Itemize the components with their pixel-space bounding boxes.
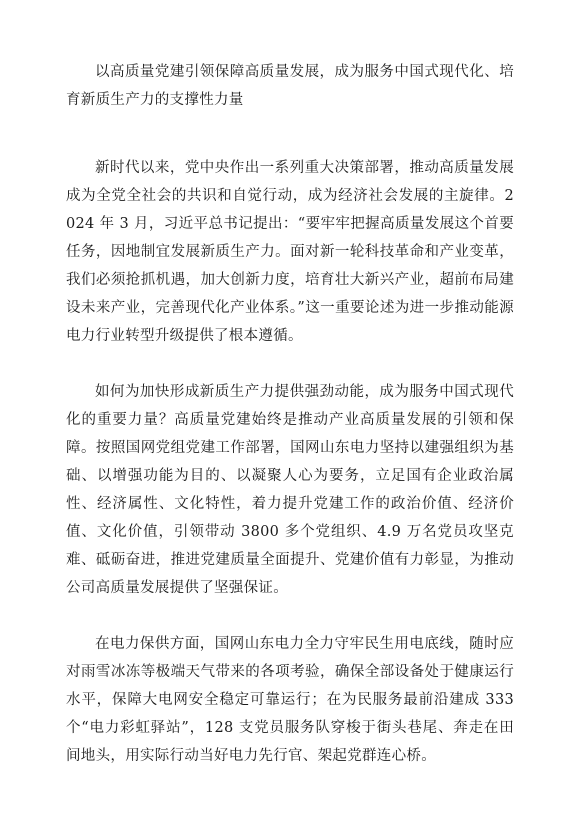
paragraph-2: 如何为加快形成新质生产力提供强劲动能，成为服务中国式现代化的重要力量？高质量党建始终是推动产业高质量发展的引领和保障。按照国网党组党建工作部署，国网山东电力坚持以建强组织为基础、以增强功能为目的、以凝聚人心为要务，立足国有企业政治属性、经济属性、文化特性，着力提升党建工作的政治价值、经济价值、文化价值，引领带动 3800 多个党组织、4.9 万名党员攻坚克难、砥砺奋进，推进党建质量全面提升、党建价值有力彰显，为推动公司高质量发展提供了坚强保证。 [66,384,514,596]
article-heading: 以高质量党建引领保障高质量发展，成为服务中国式现代化、培育新质生产力的支撑性力量 [66,64,514,108]
paragraph-1: 新时代以来，党中央作出一系列重大决策部署，推动高质量发展成为全党全社会的共识和自觉行动，成为经济社会发展的主旋律。2024 年 3 月，习近平总书记提出：“要牢牢把握高质量发展这个首要任务，因地制宜发展新质生产力。面对新一轮科技革命和产业变革，我们必须抢抓机遇，加大创新力度，培育壮大新兴产业，超前布局建设未来产业，完善现代化产业体系。”这一重要论述为进一步推动能源电力行业转型升级提供了根本遵循。 [66,160,514,344]
paragraph-3: 在电力保供方面，国网山东电力全力守牢民生用电底线，随时应对雨雪冰冻等极端天气带来的各项考验，确保全部设备处于健康运行水平，保障大电网安全稳定可靠运行；在为民服务最前沿建成 333 个“电力彩虹驿站”，128 支党员服务队穿梭于街头巷尾、奔走在田间地头，用实际行动当好电力先行官、架起党群连心桥。 [66,636,514,764]
